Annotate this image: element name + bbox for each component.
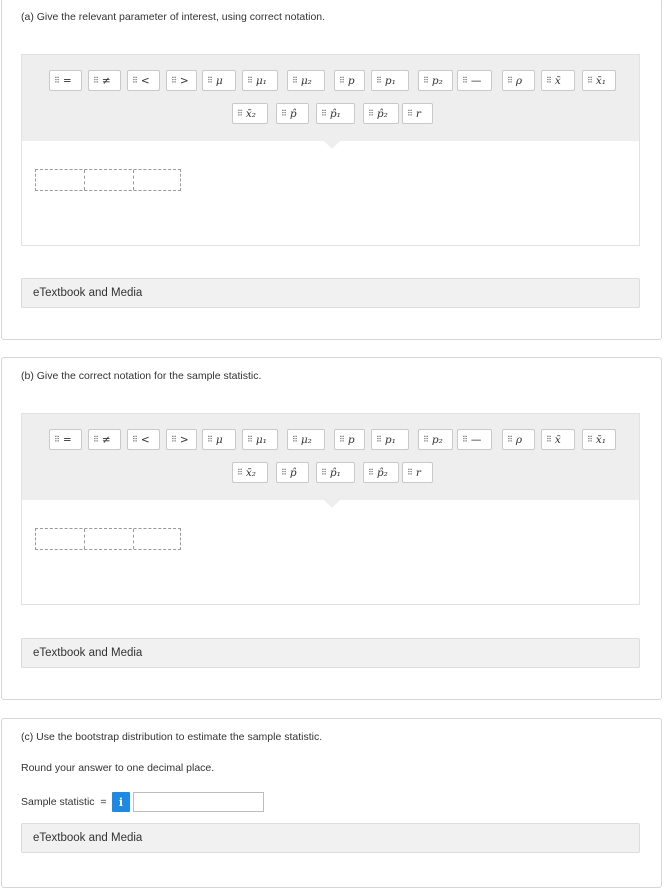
drag-handle-icon: ⠿ [54, 75, 59, 85]
symbol-label: p̂₁ [329, 466, 341, 479]
part-b-symbol-tile[interactable] [371, 429, 409, 450]
part-b-symbol-tile[interactable] [127, 429, 160, 450]
drag-handle-icon: ⠿ [281, 108, 286, 118]
drag-handle-icon: ⠿ [54, 434, 59, 444]
drag-handle-icon: ⠿ [587, 75, 592, 85]
part-a-symbol-tile[interactable] [316, 103, 355, 124]
part-b-symbol-tile[interactable] [502, 429, 535, 450]
part-b-symbol-tile[interactable] [276, 462, 309, 483]
drag-handle-icon: ⠿ [321, 108, 326, 118]
symbol-label: r [415, 107, 421, 120]
symbol-label: p [347, 74, 355, 87]
part-a-symbol-tile[interactable] [232, 103, 268, 124]
symbol-label: > [179, 74, 189, 87]
part-b-symbol-tile[interactable] [334, 429, 365, 450]
symbol-label: = [62, 433, 72, 446]
symbol-label: ρ [515, 433, 523, 446]
symbol-label: μ₁ [255, 74, 267, 87]
symbol-label: — [470, 74, 482, 87]
part-a-symbol-tile[interactable] [127, 70, 160, 91]
symbol-label: p̂₂ [376, 466, 388, 479]
symbol-label: ≠ [101, 74, 111, 87]
part-b-symbol-tile[interactable] [88, 429, 121, 450]
drag-handle-icon: ⠿ [423, 75, 428, 85]
symbol-label: μ [215, 74, 223, 87]
drag-handle-icon: ⠿ [132, 434, 137, 444]
symbol-label: r [415, 466, 421, 479]
part-b-prompt: (b) Give the correct notation for the sample statistic. [21, 370, 262, 382]
drag-handle-icon: ⠿ [462, 75, 467, 85]
part-b-symbol-tile[interactable] [402, 462, 433, 483]
part-b-drop-zone[interactable] [35, 528, 181, 550]
symbol-label: < [140, 74, 150, 87]
part-b-symbol-tile[interactable] [316, 462, 355, 483]
drag-handle-icon: ⠿ [462, 434, 467, 444]
drag-handle-icon: ⠿ [237, 467, 242, 477]
part-b-symbol-tray [22, 414, 639, 500]
symbol-label: — [470, 433, 482, 446]
symbol-label: p̂₁ [329, 107, 341, 120]
symbol-label: p [347, 433, 355, 446]
drag-handle-icon: ⠿ [339, 75, 344, 85]
symbol-label: p₂ [431, 433, 443, 446]
part-a-symbol-tile[interactable] [541, 70, 575, 91]
part-a-symbol-tile[interactable] [502, 70, 535, 91]
part-a-prompt: (a) Give the relevant parameter of interest, using correct notation. [21, 11, 326, 23]
part-c-instruction: Round your answer to one decimal place. [21, 762, 215, 774]
symbol-label: x̄₁ [595, 433, 606, 446]
part-a-symbol-tile[interactable] [363, 103, 399, 124]
sample-statistic-label: Sample statistic = [21, 796, 107, 808]
drag-handle-icon: ⠿ [407, 108, 412, 118]
symbol-label: μ [215, 433, 223, 446]
drag-handle-icon: ⠿ [339, 434, 344, 444]
symbol-label: p₁ [384, 74, 396, 87]
part-a-symbol-tile[interactable] [202, 70, 236, 91]
part-a-drop-zone[interactable] [35, 169, 181, 191]
symbol-label: p̂ [289, 466, 297, 479]
part-b-symbol-tile[interactable] [287, 429, 325, 450]
part-a-symbol-tile[interactable] [457, 70, 492, 91]
drag-handle-icon: ⠿ [376, 434, 381, 444]
symbol-label: x̄₂ [245, 466, 256, 479]
part-a-symbol-tile[interactable] [418, 70, 453, 91]
part-b-symbol-tile[interactable] [541, 429, 575, 450]
symbol-label: < [140, 433, 150, 446]
drag-handle-icon: ⠿ [247, 434, 252, 444]
symbol-label: ≠ [101, 433, 111, 446]
drag-handle-icon: ⠿ [171, 434, 176, 444]
drag-handle-icon: ⠿ [237, 108, 242, 118]
sample-statistic-input[interactable] [133, 792, 264, 812]
drag-handle-icon: ⠿ [546, 75, 551, 85]
part-b-etextbook-link[interactable]: eTextbook and Media [21, 638, 640, 668]
part-a-symbol-tile[interactable] [371, 70, 409, 91]
symbol-label: x̄₂ [245, 107, 256, 120]
drag-handle-icon: ⠿ [407, 467, 412, 477]
symbol-label: > [179, 433, 189, 446]
part-c-etextbook-link[interactable]: eTextbook and Media [21, 823, 640, 853]
drag-handle-icon: ⠿ [207, 75, 212, 85]
drag-handle-icon: ⠿ [132, 75, 137, 85]
part-a-symbol-tile[interactable] [402, 103, 433, 124]
symbol-label: ρ [515, 74, 523, 87]
symbol-label: p̂ [289, 107, 297, 120]
drag-handle-icon: ⠿ [292, 434, 297, 444]
drag-handle-icon: ⠿ [207, 434, 212, 444]
part-a-symbol-tile[interactable] [276, 103, 309, 124]
part-a-symbol-tile[interactable] [334, 70, 365, 91]
symbol-label: x̄₁ [595, 74, 606, 87]
part-b-symbol-tile[interactable] [166, 429, 197, 450]
part-a-symbol-tile[interactable] [582, 70, 616, 91]
part-a-symbol-tile[interactable] [49, 70, 82, 91]
part-b-symbol-tile[interactable] [202, 429, 236, 450]
drag-handle-icon: ⠿ [507, 75, 512, 85]
part-b-symbol-tile[interactable] [363, 462, 399, 483]
part-a-symbol-tray [22, 55, 639, 141]
part-a-symbol-tile[interactable] [287, 70, 325, 91]
drag-handle-icon: ⠿ [368, 108, 373, 118]
symbol-label: μ₂ [300, 74, 312, 87]
drag-handle-icon: ⠿ [171, 75, 176, 85]
part-a-etextbook-link[interactable]: eTextbook and Media [21, 278, 640, 308]
drag-handle-icon: ⠿ [247, 75, 252, 85]
part-a-symbol-tile[interactable] [242, 70, 278, 91]
drag-handle-icon: ⠿ [546, 434, 551, 444]
drag-handle-icon: ⠿ [292, 75, 297, 85]
drag-handle-icon: ⠿ [587, 434, 592, 444]
part-b-symbol-tile[interactable] [232, 462, 268, 483]
drag-handle-icon: ⠿ [376, 75, 381, 85]
part-b-symbol-tile[interactable] [49, 429, 82, 450]
part-b-symbol-tile[interactable] [457, 429, 492, 450]
symbol-label: p₂ [431, 74, 443, 87]
info-icon[interactable]: i [112, 792, 130, 812]
drag-handle-icon: ⠿ [423, 434, 428, 444]
part-b-symbol-tile[interactable] [242, 429, 278, 450]
drag-handle-icon: ⠿ [93, 75, 98, 85]
symbol-label: μ₁ [255, 433, 267, 446]
symbol-label: μ₂ [300, 433, 312, 446]
symbol-label: = [62, 74, 72, 87]
drag-handle-icon: ⠿ [368, 467, 373, 477]
symbol-label: p̂₂ [376, 107, 388, 120]
drag-handle-icon: ⠿ [321, 467, 326, 477]
part-b-symbol-tile[interactable] [418, 429, 453, 450]
part-a-symbol-tile[interactable] [88, 70, 121, 91]
part-b-symbol-tile[interactable] [582, 429, 616, 450]
drag-handle-icon: ⠿ [507, 434, 512, 444]
symbol-label: x̄ [554, 74, 561, 87]
drag-handle-icon: ⠿ [93, 434, 98, 444]
symbol-label: p₁ [384, 433, 396, 446]
drag-handle-icon: ⠿ [281, 467, 286, 477]
symbol-label: x̄ [554, 433, 561, 446]
part-c-prompt: (c) Use the bootstrap distribution to estimate the sample statistic. [21, 731, 323, 743]
part-a-symbol-tile[interactable] [166, 70, 197, 91]
